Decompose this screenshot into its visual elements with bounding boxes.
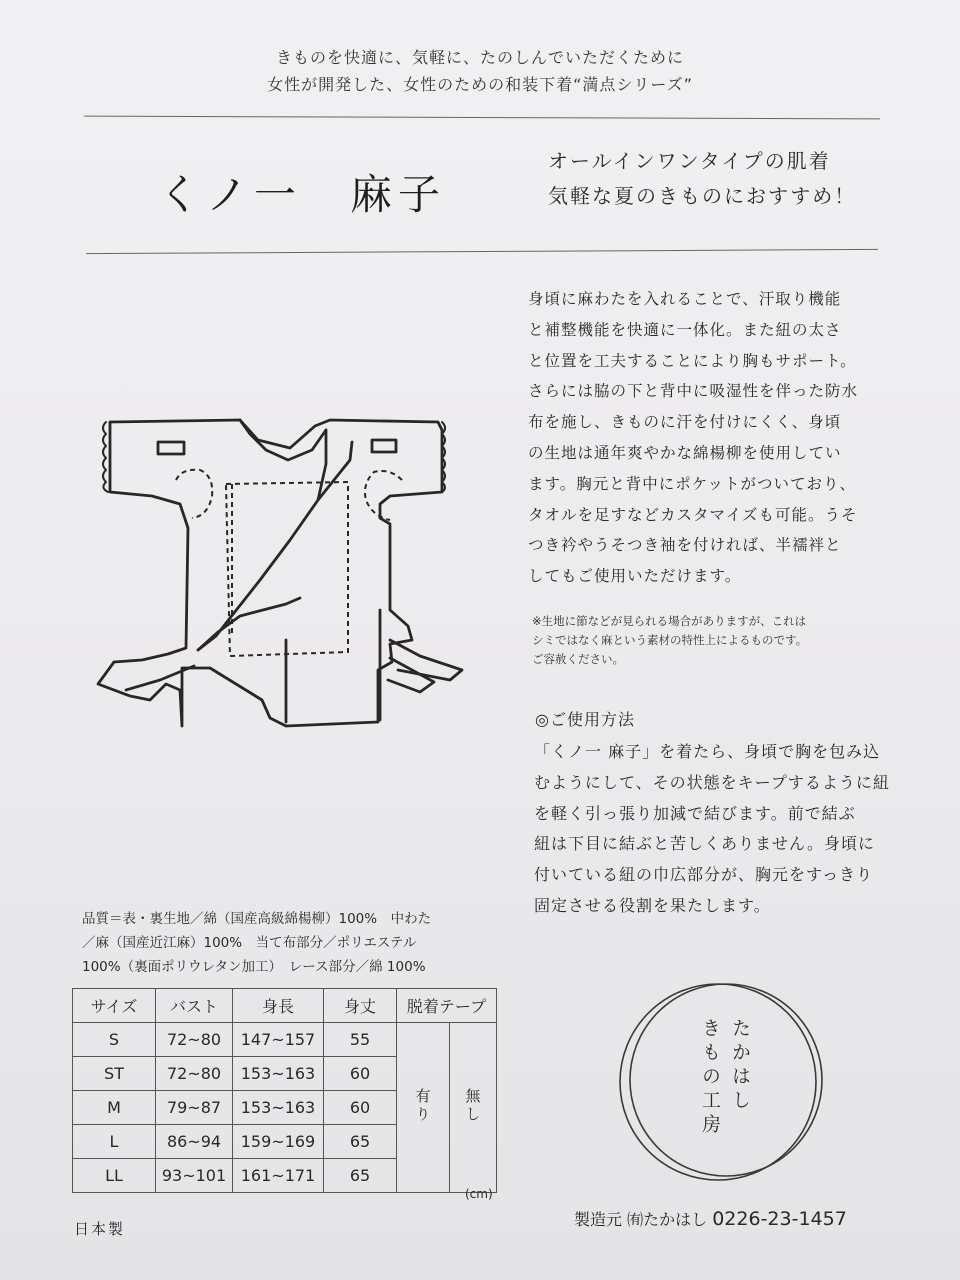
description-line: タオルを足すなどカスタマイズも可能。うそ xyxy=(528,505,858,524)
maker-company: ㈲たかはし xyxy=(627,1210,708,1229)
maker-phone: 0226-23-1457 xyxy=(712,1208,847,1230)
left-tab xyxy=(158,442,184,454)
note-line: シミではなく麻という素材の特性上によるものです。 xyxy=(532,633,808,647)
cell-size: S xyxy=(73,1023,156,1057)
cell-height: 159~169 xyxy=(233,1125,324,1159)
usage-line: 固定させる役割を果たします。 xyxy=(534,895,771,915)
cell-length: 60 xyxy=(324,1091,397,1125)
garment-illustration xyxy=(90,400,490,740)
garment-tie-left xyxy=(126,666,194,690)
cell-size: ST xyxy=(73,1057,156,1091)
maker-label: 製造元 xyxy=(574,1210,623,1229)
garment-tie-right xyxy=(390,640,462,680)
description-line: 布を施し、きものに汗を付けにくく、身頃 xyxy=(528,413,842,432)
description-line: ます。胸元と背中にポケットがついており、 xyxy=(528,474,856,493)
origin-label: 日本製 xyxy=(74,1220,126,1238)
header-bust: バスト xyxy=(156,989,233,1023)
description-line: つき衿やうそつき袖を付ければ、半襦袢と xyxy=(528,536,842,555)
right-tab xyxy=(372,440,396,452)
subtitle-line-2: 気軽な夏のきものにおすすめ！ xyxy=(548,184,857,208)
cell-size: L xyxy=(73,1125,156,1159)
material-line: 100%（裏面ポリウレタン加工） レース部分／綿 100% xyxy=(82,959,426,975)
cell-bust: 86~94 xyxy=(156,1125,233,1159)
description-line: してもご使用いただけます。 xyxy=(528,567,742,586)
description-line: と補整機能を快適に一体化。また紐の太さ xyxy=(528,320,842,339)
cell-height: 153~163 xyxy=(233,1057,324,1091)
note-line: ご容赦ください。 xyxy=(532,652,624,666)
product-subtitle xyxy=(548,144,868,214)
product-description xyxy=(528,284,908,592)
back-pocket xyxy=(226,482,348,656)
usage-heading: ◎ご使用方法 xyxy=(535,710,635,729)
cell-height: 153~163 xyxy=(233,1091,324,1125)
header-height: 身長 xyxy=(233,989,324,1023)
cell-bust: 72~80 xyxy=(156,1057,233,1091)
tape-without-text: 無し xyxy=(463,1087,482,1124)
cell-bust: 72~80 xyxy=(156,1023,233,1057)
cell-height: 161~171 xyxy=(233,1159,324,1193)
cell-height: 147~157 xyxy=(233,1023,324,1057)
series-tagline xyxy=(150,44,810,98)
description-line: の生地は通年爽やかな綿楊柳を使用してい xyxy=(528,443,842,462)
product-title: くノ一 麻子 xyxy=(158,170,447,219)
tagline-line-1: きものを快適に、気軽に、たのしんでいただくために xyxy=(275,48,684,67)
material-note xyxy=(532,612,892,669)
usage-instructions xyxy=(534,737,914,922)
size-table xyxy=(72,988,497,1193)
cell-bust: 79~87 xyxy=(156,1091,233,1125)
cell-length: 60 xyxy=(324,1057,397,1091)
unit-label: (cm) xyxy=(465,1187,493,1201)
description-line: さらには脇の下と背中に吸湿性を伴った防水 xyxy=(528,382,859,401)
cell-tape-without xyxy=(450,1023,497,1193)
header-length: 身丈 xyxy=(324,989,397,1023)
cell-tape-with xyxy=(397,1023,450,1193)
material-line: 品質＝表・裏生地／綿（国産高級綿楊柳）100% 中わた xyxy=(82,911,432,927)
cell-size: LL xyxy=(73,1159,156,1193)
usage-line: むようにして、その状態をキープするように紐 xyxy=(534,772,890,792)
usage-line: 付いている紐の巾広部分が、胸元をすっきり xyxy=(534,865,874,885)
left-cuff-lace xyxy=(103,422,108,492)
usage-line: 「くノ一 麻子」を着たら、身頃で胸を包み込 xyxy=(534,742,881,761)
cell-length: 55 xyxy=(324,1023,397,1057)
cell-length: 65 xyxy=(324,1125,397,1159)
material-composition xyxy=(82,907,502,979)
stamp-text-col1: たかはし xyxy=(729,1018,751,1114)
usage-line: 紐は下目に結ぶと苦しくありません。身頃に xyxy=(534,834,875,854)
garment-front-panel xyxy=(198,430,326,650)
header-size: サイズ xyxy=(73,989,156,1023)
cell-bust: 93~101 xyxy=(156,1159,233,1193)
maker-info xyxy=(574,1207,847,1230)
table-row xyxy=(73,1023,497,1057)
size-table-header xyxy=(73,989,497,1023)
material-line: ／麻（国産近江麻）100% 当て布部分／ポリエステル xyxy=(82,935,417,951)
stamp-text-col2: きもの工房 xyxy=(699,1018,721,1138)
description-line: 身頃に麻わたを入れることで、汗取り機能 xyxy=(528,290,842,308)
description-line: と位置を工夫することにより胸もサポート。 xyxy=(528,351,857,370)
note-line: ※生地に節などが見られる場合がありますが、これは xyxy=(532,614,807,628)
tape-with-text: 有り xyxy=(413,1087,432,1124)
right-cuff-lace xyxy=(442,422,445,492)
subtitle-line-1: オールインワンタイプの肌着 xyxy=(548,149,831,173)
tagline-line-2: 女性が開発した、女性のための和装下着“満点シリーズ” xyxy=(267,75,693,94)
cell-length: 65 xyxy=(324,1159,397,1193)
header-tape: 脱着テープ xyxy=(397,989,497,1023)
cell-size: M xyxy=(73,1091,156,1125)
usage-line: を軽く引っ張り加減で結びます。前で結ぶ xyxy=(534,803,856,823)
